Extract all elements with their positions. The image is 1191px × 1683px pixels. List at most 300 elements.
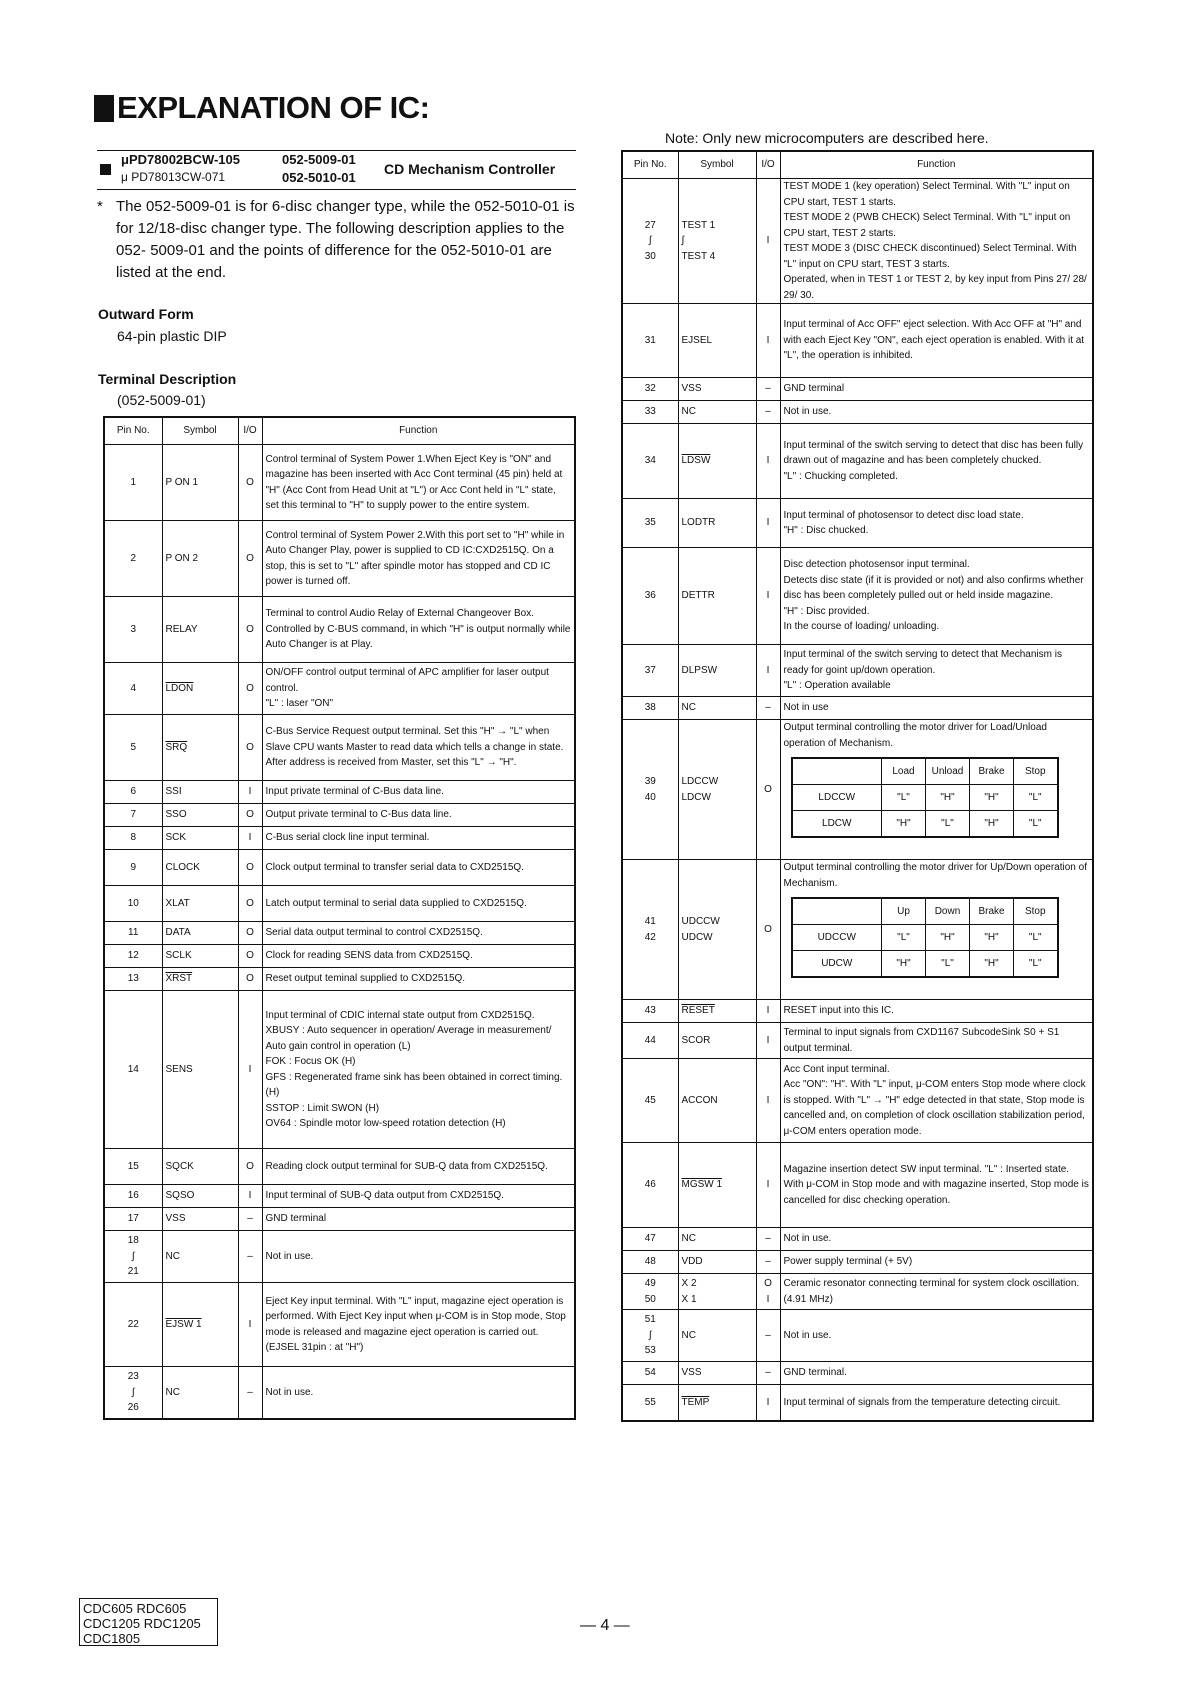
- pin-number: 31: [622, 304, 678, 378]
- pin-function-text: Ceramic resonator connecting terminal for system clock oscillation. (4.91 MHz): [783, 1278, 1080, 1305]
- pin-io: –: [756, 378, 780, 401]
- load-state-table: [791, 757, 1059, 838]
- pin-function: [262, 597, 575, 663]
- table-row: [104, 850, 575, 886]
- description-note: [97, 196, 577, 284]
- pin-io: O: [238, 1149, 262, 1185]
- table-row: [104, 781, 575, 804]
- table-row: [104, 886, 575, 922]
- state-cell: "L": [1014, 811, 1058, 838]
- pin-symbol: EJSEL: [678, 304, 756, 378]
- ic-part-number-1: μPD78002BCW-105: [121, 152, 240, 167]
- header-io: I/O: [756, 151, 780, 179]
- pin-number: 39 40: [622, 720, 678, 860]
- pin-function: [780, 1274, 1093, 1310]
- pin-function-text: Output terminal controlling the motor driver for Up/Down operation of Mechanism.: [783, 862, 1087, 889]
- pin-function: [262, 968, 575, 991]
- pin-function: [780, 499, 1093, 548]
- ic-part-number-2: μ PD78013CW-071: [121, 170, 226, 184]
- pin-number: 22: [104, 1283, 162, 1367]
- pin-function-text: Not in use.: [783, 406, 832, 418]
- pin-io: –: [756, 1228, 780, 1251]
- right-pin-table: [621, 150, 1094, 1422]
- pin-function-text: Not in use.: [783, 1329, 832, 1341]
- pin-function: [262, 827, 575, 850]
- state-cell: "L": [1014, 925, 1058, 951]
- pin-io: O: [238, 715, 262, 781]
- pin-symbol: LDON: [162, 663, 238, 715]
- pin-symbol: CLOCK: [162, 850, 238, 886]
- header-io: I/O: [238, 417, 262, 445]
- pin-number: 12: [104, 945, 162, 968]
- state-header-cell: Stop: [1014, 758, 1058, 785]
- pin-function: [780, 1059, 1093, 1143]
- pin-function-text: Not in use: [783, 702, 829, 714]
- pin-function: [262, 445, 575, 521]
- ic-bullet-mark: [100, 164, 111, 175]
- pin-function: [780, 1023, 1093, 1059]
- ic-header: [97, 150, 576, 190]
- pin-function: [780, 860, 1093, 1000]
- header-symbol: Symbol: [678, 151, 756, 179]
- pin-function-text: Control terminal of System Power 2.With this port set to "H" while in Auto Changer Play, power is supplied to CD IC:CXD2515Q. On a stop, this is set to "L" after spindle motor has stopped and CD IC power is turned off.: [265, 529, 565, 587]
- left-table-body: [104, 445, 575, 1419]
- pin-function: [262, 715, 575, 781]
- pin-function: [780, 179, 1093, 304]
- pin-symbol: SSI: [162, 781, 238, 804]
- pin-io: I: [756, 1023, 780, 1059]
- pin-function-text: Disc detection photosensor input terminal. Detects disc state (if it is provided or not) and also confirms whether disc has been completely pulled out or held inside magazine. "H" : Disc provided. In the course of loading/ unloading.: [783, 559, 1084, 633]
- pin-number: 8: [104, 827, 162, 850]
- header-pin: Pin No.: [622, 151, 678, 179]
- pin-function: [262, 521, 575, 597]
- state-header-cell: Unload: [926, 758, 970, 785]
- pin-number: 38: [622, 697, 678, 720]
- pin-function: [262, 781, 575, 804]
- pin-io: I: [756, 645, 780, 697]
- asterisk-icon: *: [97, 198, 103, 215]
- pin-function: [262, 1185, 575, 1208]
- state-cell: "H": [926, 925, 970, 951]
- table-row: [104, 1208, 575, 1231]
- pin-io: I: [238, 1185, 262, 1208]
- description-text: The 052-5009-01 is for 6-disc changer type, while the 052-5010-01 is for 12/18-disc changer type. The following description applies to the 052- 5009-01 and the points of difference for the 052-5010-01 are listed at the end.: [116, 198, 575, 281]
- pin-io: O: [238, 804, 262, 827]
- table-row: [104, 1367, 575, 1419]
- table-row: [104, 1185, 575, 1208]
- pin-number: 11: [104, 922, 162, 945]
- pin-number: 16: [104, 1185, 162, 1208]
- pin-number: 49 50: [622, 1274, 678, 1310]
- pin-symbol: SCOR: [678, 1023, 756, 1059]
- pin-symbol: XLAT: [162, 886, 238, 922]
- page-title: [94, 90, 429, 126]
- table-row: [622, 1059, 1093, 1143]
- table-row: [622, 378, 1093, 401]
- pin-function-text: Power supply terminal (+ 5V): [783, 1256, 913, 1268]
- pin-function-text: Input terminal of Acc OFF" eject selection. With Acc OFF at "H" and with each Eject Key "ON", each eject operation is enabled. With it at "L", the operation is inhibited.: [783, 319, 1085, 362]
- pin-symbol: ACCON: [678, 1059, 756, 1143]
- pin-symbol: SQSO: [162, 1185, 238, 1208]
- pin-function: [780, 424, 1093, 499]
- pin-function: [262, 1208, 575, 1231]
- table-row: [104, 968, 575, 991]
- state-cell: UDCCW: [792, 925, 882, 951]
- pin-io: O: [238, 945, 262, 968]
- pin-number: 15: [104, 1149, 162, 1185]
- table-row: [104, 1283, 575, 1367]
- pin-symbol: EJSW 1: [162, 1283, 238, 1367]
- state-table-row: [792, 925, 1058, 951]
- state-cell: "H": [970, 785, 1014, 811]
- pin-symbol: RESET: [678, 1000, 756, 1023]
- pin-io: O: [238, 521, 262, 597]
- pin-io: I: [756, 1059, 780, 1143]
- pin-function: [780, 548, 1093, 645]
- state-table-row: [792, 785, 1058, 811]
- state-cell: "H": [882, 951, 926, 978]
- pin-number: 13: [104, 968, 162, 991]
- pin-number: 23 ∫ 26: [104, 1367, 162, 1419]
- pin-io: I: [238, 781, 262, 804]
- pin-io: I: [238, 991, 262, 1149]
- pin-io: O: [238, 886, 262, 922]
- terminal-description-heading: Terminal Description: [98, 371, 237, 387]
- pin-number: 47: [622, 1228, 678, 1251]
- pin-function-text: GND terminal: [783, 383, 845, 395]
- pin-function-text: Input terminal of photosensor to detect disc load state. "H" : Disc chucked.: [783, 509, 1024, 536]
- pin-number: 17: [104, 1208, 162, 1231]
- table-row: [622, 1362, 1093, 1385]
- pin-symbol: DETTR: [678, 548, 756, 645]
- table-row: [104, 1231, 575, 1283]
- pin-symbol: MGSW 1: [678, 1143, 756, 1228]
- pin-symbol: LDSW: [678, 424, 756, 499]
- pin-number: 10: [104, 886, 162, 922]
- pin-symbol: TEMP: [678, 1385, 756, 1421]
- pin-function: [262, 804, 575, 827]
- pin-symbol: $\overline{SRQ}$: [162, 715, 238, 781]
- pin-symbol: DLPSW: [678, 645, 756, 697]
- pin-function: [780, 1310, 1093, 1362]
- state-cell: "H": [970, 925, 1014, 951]
- pin-symbol: X 2 X 1: [678, 1274, 756, 1310]
- state-header-cell: Stop: [1014, 898, 1058, 925]
- pin-symbol: VSS: [678, 378, 756, 401]
- pin-symbol: P ON 1: [162, 445, 238, 521]
- pin-function: [780, 304, 1093, 378]
- state-cell: "H": [970, 951, 1014, 978]
- state-table-row: [792, 951, 1058, 978]
- pin-io: I: [756, 1143, 780, 1228]
- pin-number: 34: [622, 424, 678, 499]
- pin-function-text: Reset output teminal supplied to CXD2515Q.: [265, 973, 466, 985]
- pin-function: [780, 645, 1093, 697]
- pin-function: [780, 1000, 1093, 1023]
- pin-io: I: [238, 1283, 262, 1367]
- pin-function-text: Input terminal of CDIC internal state output from CXD2515Q. XBUSY : Auto sequencer in operation/ Average in measurement/ Auto gain control in operation (L) FOK : Focus OK (H) GFS : Regenerated frame sink has been obtained in correct timing. (H) SSTOP : Limit SWON (H) OV64 : Spindle motor low-speed rotation detection (H): [265, 1009, 563, 1129]
- pin-io: O: [238, 597, 262, 663]
- table-row: [622, 424, 1093, 499]
- state-header-cell: Load: [882, 758, 926, 785]
- pin-symbol: VDD: [678, 1251, 756, 1274]
- pin-io: O: [238, 850, 262, 886]
- table-row: [104, 827, 575, 850]
- pin-io: –: [756, 1251, 780, 1274]
- pin-function-text: Acc Cont input terminal. Acc "ON": "H". With "L" input, μ-COM enters Stop mode where clock is stopped. With "L" → "H" edge detected in that state, Stop mode is cancelled and, on completion of clock oscillation stabilization period, μ-COM enters operation mode.: [783, 1063, 1086, 1137]
- pin-number: 18 ∫ 21: [104, 1231, 162, 1283]
- outward-form-heading: Outward Form: [98, 306, 194, 322]
- pin-function-text: Input terminal of the switch serving to detect that Mechanism is ready for goint up/down operation. "L" : Operation available: [783, 649, 1062, 692]
- pin-io: –: [756, 1362, 780, 1385]
- pin-symbol: SSO: [162, 804, 238, 827]
- pin-number: 4: [104, 663, 162, 715]
- pin-function: [780, 720, 1093, 860]
- pin-number: 1: [104, 445, 162, 521]
- outward-form-value: 64-pin plastic DIP: [117, 328, 227, 344]
- pin-number: 54: [622, 1362, 678, 1385]
- pin-symbol: RELAY: [162, 597, 238, 663]
- table-row: [104, 445, 575, 521]
- table-row: [104, 715, 575, 781]
- pin-io: O: [238, 922, 262, 945]
- pin-symbol: LDCCW LDCW: [678, 720, 756, 860]
- pin-function: [780, 1362, 1093, 1385]
- model-line-3: CDC1805: [83, 1631, 141, 1646]
- table-row: [104, 663, 575, 715]
- pin-symbol: P ON 2: [162, 521, 238, 597]
- pin-symbol: DATA: [162, 922, 238, 945]
- pin-function-text: Not in use.: [265, 1386, 314, 1398]
- state-cell: "H": [882, 811, 926, 838]
- pin-function: [780, 697, 1093, 720]
- pin-number: 37: [622, 645, 678, 697]
- title-block-mark: [94, 95, 114, 122]
- pin-function-text: Input terminal of SUB-Q data output from CXD2515Q.: [265, 1190, 504, 1202]
- pin-symbol: SQCK: [162, 1149, 238, 1185]
- pin-symbol: NC: [162, 1367, 238, 1419]
- pin-function-text: Output terminal controlling the motor driver for Load/Unload operation of Mechanism.: [783, 722, 1047, 749]
- pin-symbol: SENS: [162, 991, 238, 1149]
- pin-number: 36: [622, 548, 678, 645]
- table-row: [622, 720, 1093, 860]
- pin-function-text: C-Bus Service Request output terminal. Set this "H" → "L" when Slave CPU wants Master to read data which tells a change in state. After address is received from Master, set this "L" → "H".: [265, 726, 564, 769]
- state-cell: "L": [882, 925, 926, 951]
- state-cell: UDCW: [792, 951, 882, 978]
- table-row: [104, 804, 575, 827]
- pin-function-text: RESET input into this IC.: [783, 1005, 894, 1017]
- ic-code-1: 052-5009-01: [282, 152, 356, 167]
- header-function: Function: [262, 417, 575, 445]
- pin-function-text: Magazine insertion detect SW input terminal. "L" : Inserted state. With μ-COM in Stop mode and with magazine inserted, Stop mode is cancelled for disc checking operation.: [783, 1163, 1089, 1206]
- pin-function-text: Terminal to input signals from CXD1167 SubcodeSink S0 + S1 output terminal.: [783, 1027, 1060, 1054]
- table-row: [622, 1274, 1093, 1310]
- pin-function: [780, 1385, 1093, 1421]
- pin-function-text: Not in use.: [783, 1233, 832, 1245]
- pin-io: –: [238, 1231, 262, 1283]
- pin-function-text: Input private terminal of C-Bus data line.: [265, 786, 444, 798]
- pin-function-text: Input terminal of signals from the temperature detecting circuit.: [783, 1396, 1061, 1408]
- pin-function: [262, 922, 575, 945]
- state-cell: "L": [882, 785, 926, 811]
- pin-number: 41 42: [622, 860, 678, 1000]
- header-pin: Pin No.: [104, 417, 162, 445]
- pin-io: O: [238, 445, 262, 521]
- pin-function: [780, 1251, 1093, 1274]
- pin-number: 33: [622, 401, 678, 424]
- state-cell: LDCW: [792, 811, 882, 838]
- title-text: EXPLANATION OF IC:: [117, 90, 430, 125]
- pin-function: [262, 663, 575, 715]
- pin-function-text: ON/OFF control output terminal of APC amplifier for laser output control. "L" : laser "ON": [265, 667, 549, 710]
- pin-function-text: Input terminal of the switch serving to detect that disc has been fully drawn out of magazine and has been completely chucked. "L" : Chucking completed.: [783, 439, 1084, 482]
- pin-io: I: [756, 1385, 780, 1421]
- table-row: [622, 548, 1093, 645]
- pin-symbol: VSS: [678, 1362, 756, 1385]
- state-cell: "L": [1014, 951, 1058, 978]
- table-row: [104, 945, 575, 968]
- table-row: [104, 1149, 575, 1185]
- table-row: [104, 991, 575, 1149]
- pin-number: 46: [622, 1143, 678, 1228]
- pin-symbol: LODTR: [678, 499, 756, 548]
- pin-function: [262, 850, 575, 886]
- pin-function: [262, 945, 575, 968]
- model-list-box: [79, 1598, 218, 1646]
- pin-number: 32: [622, 378, 678, 401]
- page-number: — 4 —: [580, 1617, 630, 1634]
- pin-io: –: [756, 697, 780, 720]
- pin-io: I: [756, 179, 780, 304]
- terminal-description-sub: (052-5009-01): [117, 392, 206, 408]
- pin-function-text: Control terminal of System Power 1.When Eject Key is "ON" and magazine has been inserted with Acc Cont terminal (45 pin) held at "H" (Acc Cont from Head Unit at "L") or Acc Cont held in "L" state, set this terminal to "H" to supply power to the entire system.: [265, 453, 563, 511]
- state-header-cell: Up: [882, 898, 926, 925]
- pin-function-text: GND terminal.: [783, 1367, 847, 1379]
- pin-function: [780, 1228, 1093, 1251]
- table-row: [622, 1251, 1093, 1274]
- pin-io: I: [756, 548, 780, 645]
- pin-io: O I: [756, 1274, 780, 1310]
- left-pin-table: [103, 416, 576, 1420]
- table-header-row: [622, 151, 1093, 179]
- pin-io: O: [756, 720, 780, 860]
- table-header-row: [104, 417, 575, 445]
- pin-number: 35: [622, 499, 678, 548]
- right-table-body: [622, 179, 1093, 1421]
- pin-io: –: [756, 401, 780, 424]
- pin-symbol: NC: [678, 401, 756, 424]
- table-row: [104, 597, 575, 663]
- pin-number: 9: [104, 850, 162, 886]
- pin-symbol: VSS: [162, 1208, 238, 1231]
- updown-state-table: [791, 897, 1059, 978]
- pin-io: –: [238, 1208, 262, 1231]
- pin-function-text: C-Bus serial clock line input terminal.: [265, 832, 430, 844]
- pin-function-text: Not in use.: [265, 1250, 314, 1262]
- pin-io: I: [756, 1000, 780, 1023]
- pin-number: 14: [104, 991, 162, 1149]
- table-row: [622, 499, 1093, 548]
- state-table-header: [792, 898, 1058, 925]
- pin-symbol: NC: [678, 1228, 756, 1251]
- pin-io: I: [756, 424, 780, 499]
- ic-name: CD Mechanism Controller: [384, 161, 556, 177]
- pin-symbol: NC: [678, 1310, 756, 1362]
- pin-symbol: SCLK: [162, 945, 238, 968]
- pin-number: 5: [104, 715, 162, 781]
- pin-function-text: Eject Key input terminal. With "L" input, magazine eject operation is performed. With Eject Key input when μ-COM is in Stop mode, Stop mode is released and magazine eject operation is carried out. (EJSEL 31pin : at "H"): [265, 1295, 566, 1353]
- pin-io: I: [756, 304, 780, 378]
- table-row: [622, 1143, 1093, 1228]
- pin-io: I: [238, 827, 262, 850]
- pin-function: [262, 1231, 575, 1283]
- pin-number: 44: [622, 1023, 678, 1059]
- table-row: [622, 1000, 1093, 1023]
- table-row: [104, 922, 575, 945]
- table-row: [622, 179, 1093, 304]
- state-cell: "H": [926, 785, 970, 811]
- pin-function-text: Reading clock output terminal for SUB-Q data from CXD2515Q.: [265, 1160, 548, 1172]
- header-symbol: Symbol: [162, 417, 238, 445]
- pin-function: [262, 991, 575, 1149]
- ic-code-2: 052-5010-01: [282, 170, 356, 185]
- pin-function-text: GND terminal: [265, 1213, 327, 1225]
- pin-function: [780, 401, 1093, 424]
- pin-symbol: UDCCW UDCW: [678, 860, 756, 1000]
- pin-number: 3: [104, 597, 162, 663]
- table-row: [622, 1228, 1093, 1251]
- pin-number: 6: [104, 781, 162, 804]
- pin-io: –: [238, 1367, 262, 1419]
- pin-function-text: Serial data output terminal to control CXD2515Q.: [265, 927, 483, 939]
- pin-io: –: [756, 1310, 780, 1362]
- state-header-cell: [792, 898, 882, 925]
- right-note: Note: Only new microcomputers are described here.: [665, 130, 989, 146]
- state-cell: "L": [1014, 785, 1058, 811]
- pin-number: 43: [622, 1000, 678, 1023]
- model-line-2: CDC1205 RDC1205: [83, 1616, 201, 1631]
- state-header-cell: Brake: [970, 758, 1014, 785]
- pin-symbol: SCK: [162, 827, 238, 850]
- state-header-cell: [792, 758, 882, 785]
- pin-function-text: Terminal to control Audio Relay of External Changeover Box. Controlled by C-BUS command, in which "H" is output normally while Auto Changer is at Play.: [265, 608, 571, 651]
- state-cell: "H": [970, 811, 1014, 838]
- table-row: [104, 521, 575, 597]
- table-row: [622, 401, 1093, 424]
- pin-number: 48: [622, 1251, 678, 1274]
- table-row: [622, 304, 1093, 378]
- pin-function: [780, 1143, 1093, 1228]
- pin-symbol: NC: [162, 1231, 238, 1283]
- pin-symbol: XRST: [162, 968, 238, 991]
- pin-number: 51 ∫ 53: [622, 1310, 678, 1362]
- state-table-row: [792, 811, 1058, 838]
- state-table-header: [792, 758, 1058, 785]
- state-cell: LDCCW: [792, 785, 882, 811]
- pin-function: [262, 1149, 575, 1185]
- table-row: [622, 1310, 1093, 1362]
- pin-io: O: [238, 663, 262, 715]
- pin-number: 55: [622, 1385, 678, 1421]
- pin-function-text: Latch output terminal to serial data supplied to CXD2515Q.: [265, 897, 527, 909]
- pin-io: I: [756, 499, 780, 548]
- pin-symbol: TEST 1 ∫ TEST 4: [678, 179, 756, 304]
- table-row: [622, 645, 1093, 697]
- pin-function-text: Clock output terminal to transfer serial data to CXD2515Q.: [265, 861, 524, 873]
- pin-number: 45: [622, 1059, 678, 1143]
- state-header-cell: Down: [926, 898, 970, 925]
- pin-function: [262, 1367, 575, 1419]
